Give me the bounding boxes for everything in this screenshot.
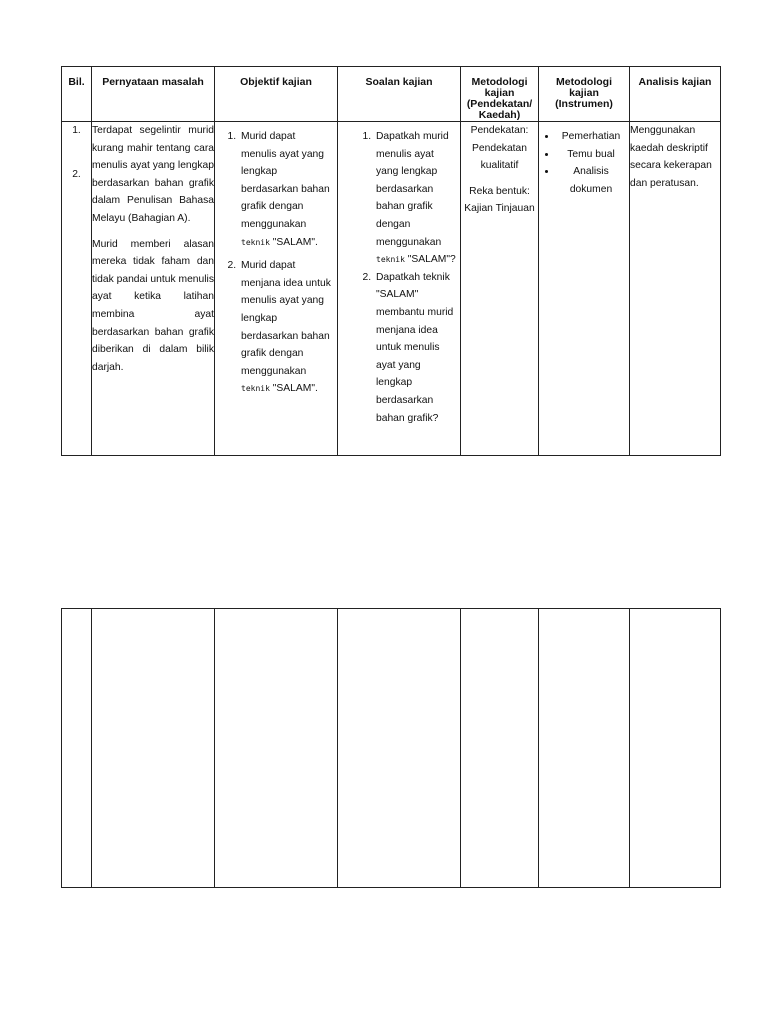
soalan-item: 2. Dapatkah teknik "SALAM" membantu murid menjana idea untuk menulis ayat yang lengkap berdasarkan bahan grafik?	[374, 269, 456, 427]
empty-row	[62, 609, 721, 888]
header-row	[62, 67, 721, 122]
analisis-text: Menggunakan kaedah deskriptif secara kekerapan dan peratusan.	[630, 125, 712, 189]
header-objektif: Objektif kajian	[215, 67, 338, 122]
analisis-cell	[630, 122, 721, 456]
empty-cell	[92, 609, 215, 888]
empty-cell	[630, 609, 721, 888]
header-metodologi-instrumen: Metodologi kajian (Instrumen)	[539, 67, 630, 122]
row-number: 2.	[72, 168, 81, 180]
empty-cell	[62, 609, 92, 888]
empty-cell	[338, 609, 461, 888]
instrumen-item: • Pemerhatian	[557, 128, 625, 146]
empty-table	[61, 608, 721, 888]
pernyataan-cell	[92, 122, 215, 456]
header-analisis: Analisis kajian	[630, 67, 721, 122]
header-metodologi-kaedah: Metodologi kajian (Pendekatan/ Kaedah)	[461, 67, 539, 122]
soalan-list	[338, 122, 460, 427]
objektif-list	[215, 122, 337, 398]
soalan-cell	[338, 122, 461, 456]
pernyataan-text: Terdapat segelintir murid kurang mahir tentang cara menulis ayat yang lengkap berdasarkan bahan grafik dalam Penulisan Bahasa Melayu (Bahagian A).	[92, 125, 214, 224]
instrumen-item: • Analisis dokumen	[557, 163, 625, 198]
objektif-item: 2. Murid dapat menjana idea untuk menulis ayat yang lengkap berdasarkan bahan grafik dengan menggunakan teknik "SALAM".	[239, 257, 333, 398]
header-bil: Bil.	[62, 67, 92, 122]
pendekatan-value: Pendekatan kualitatif	[472, 142, 527, 172]
instrumen-item: • Temu bual	[557, 146, 625, 164]
bil-cell	[62, 122, 92, 456]
empty-cell	[215, 609, 338, 888]
research-table	[61, 66, 721, 456]
row-number: 1.	[72, 125, 81, 136]
reka-bentuk-label: Reka bentuk:	[469, 185, 530, 197]
empty-cell	[461, 609, 539, 888]
kaedah-cell	[461, 122, 539, 456]
reka-bentuk-value: Kajian Tinjauan	[464, 203, 535, 215]
header-soalan: Soalan kajian	[338, 67, 461, 122]
instrumen-cell	[539, 122, 630, 456]
instrumen-list	[539, 122, 629, 198]
empty-cell	[539, 609, 630, 888]
objektif-cell	[215, 122, 338, 456]
pendekatan-label: Pendekatan:	[470, 125, 529, 136]
soalan-item: 1. Dapatkah murid menulis ayat yang lengkap berdasarkan bahan grafik dengan menggunakan teknik "SALAM"?	[374, 128, 456, 269]
objektif-item: 1. Murid dapat menulis ayat yang lengkap berdasarkan bahan grafik dengan menggunakan teknik "SALAM".	[239, 128, 333, 251]
header-pernyataan: Pernyataan masalah	[92, 67, 215, 122]
table-row	[62, 122, 721, 456]
pernyataan-text: Murid memberi alasan mereka tidak faham dan tidak pandai untuk menulis ayat ketika latihan membina ayat berdasarkan bahan grafik diberikan di dalam bilik darjah.	[92, 238, 214, 373]
